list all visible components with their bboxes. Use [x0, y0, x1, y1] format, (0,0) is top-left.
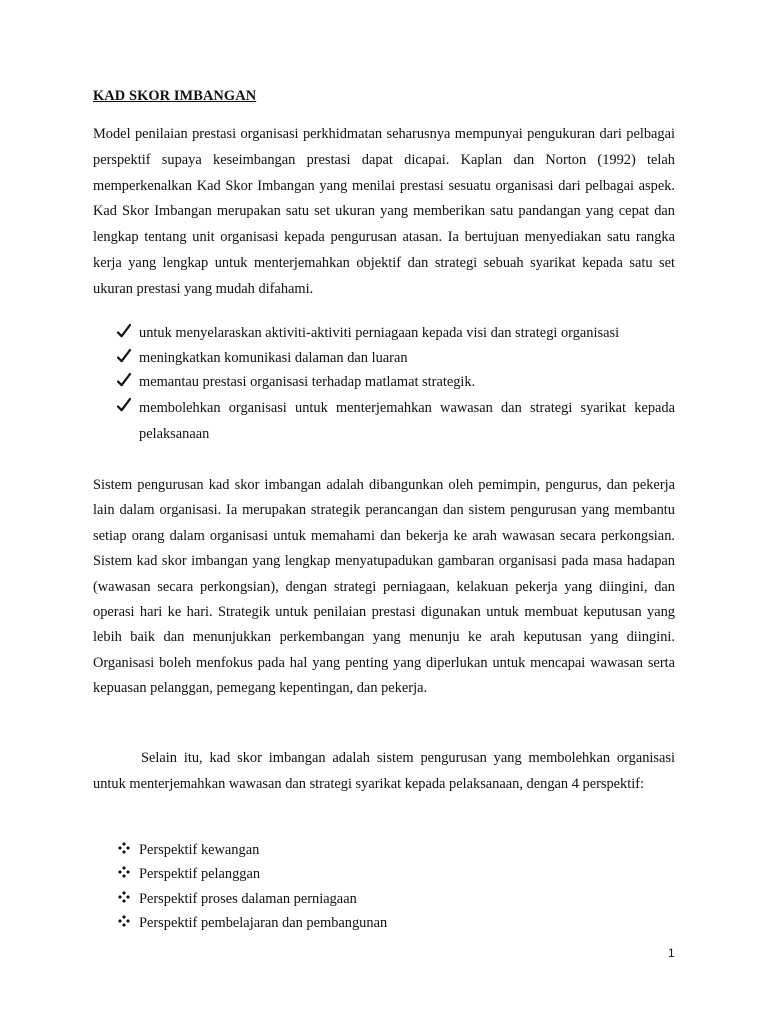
- objectives-list: [93, 321, 675, 447]
- four-diamond-bullet-icon: [117, 887, 133, 911]
- list-item-text: Perspektif pembelajaran dan pembangunan: [139, 915, 388, 932]
- list-item-text: Perspektif proses dalaman perniagaan: [139, 890, 357, 907]
- document-title: KAD SKOR IMBANGAN: [93, 88, 257, 104]
- list-item-text: membolehkan organisasi untuk menterjemahkan wawasan dan strategi syarikat kepada pelaksanaan: [139, 399, 675, 442]
- list-item-text: Perspektif pelanggan: [139, 866, 261, 883]
- check-mark-icon: [117, 370, 133, 394]
- list-item: [93, 862, 675, 886]
- list-item: [93, 321, 675, 346]
- list-item: [93, 887, 675, 911]
- four-diamond-bullet-icon: [117, 838, 133, 862]
- list-item-text: meningkatkan komunikasi dalaman dan luaran: [139, 349, 408, 366]
- list-item-text: untuk menyelaraskan aktiviti-aktiviti perniagaan kepada visi dan strategi organisasi: [139, 325, 620, 341]
- document-page: [93, 0, 675, 1024]
- intro-paragraph: Model penilaian prestasi organisasi perkhidmatan seharusnya mempunyai pengukuran dari pelbagai perspektif supaya keseimbangan prestasi dapat dicapai. Kaplan dan Norton (1992) telah memperkenalkan Kad Skor Imbangan yang menilai prestasi sesuatu organisasi dari pelbagai aspek. Kad Skor Imbangan merupakan satu set ukuran yang memberikan satu pandangan yang cepat dan lengkap tentang unit organisasi kepada pengurusan atasan. Ia bertujuan menyediakan satu rangka kerja yang lengkap untuk menterjemahkan objektif dan strategi sebuah syarikat kepada satu set ukuran prestasi yang mudah difahami.: [93, 126, 675, 297]
- perspectives-intro-paragraph: Selain itu, kad skor imbangan adalah sistem pengurusan yang membolehkan organisasi untuk menterjemahkan wawasan dan strategi syarikat kepada pelaksanaan, dengan 4 perspektif:: [93, 750, 675, 793]
- list-item: [93, 346, 675, 371]
- check-mark-icon: [117, 395, 133, 419]
- list-item: [93, 395, 675, 447]
- system-paragraph: Sistem pengurusan kad skor imbangan adalah dibangunkan oleh pemimpin, pengurus, dan pekerja lain dalam organisasi. Ia merupakan strategik perancangan dan sistem pengurusan yang membantu setiap orang dalam organisasi untuk memahami dan bekerja ke arah wawasan secara perkongsian. Sistem kad skor imbangan yang lengkap menyatupadukan gambaran organisasi pada masa hadapan (wawasan secara perkongsian), dengan strategi perniagaan, kelakuan pekerja yang diingini, dan operasi hari ke hari. Strategik untuk penilaian prestasi digunakan untuk membuat keputusan yang lebih baik dan menunjukkan perkembangan yang menunju ke arah keputusan yang diingini. Organisasi boleh menfokus pada hal yang penting yang diperlukan untuk mencapai wawasan serta kepuasan pelanggan, pemegang kepentingan, dan pekerja.: [93, 477, 675, 697]
- list-item: [93, 838, 675, 862]
- list-item: [93, 370, 675, 395]
- four-diamond-bullet-icon: [117, 862, 133, 886]
- check-mark-icon: [117, 346, 133, 370]
- list-item-text: Perspektif kewangan: [139, 842, 260, 858]
- check-mark-icon: [117, 321, 133, 345]
- page-number: 1: [668, 946, 675, 960]
- four-diamond-bullet-icon: [117, 911, 133, 935]
- list-item: [93, 911, 675, 935]
- perspectives-list: [93, 838, 675, 936]
- list-item-text: memantau prestasi organisasi terhadap matlamat strategik.: [139, 374, 476, 391]
